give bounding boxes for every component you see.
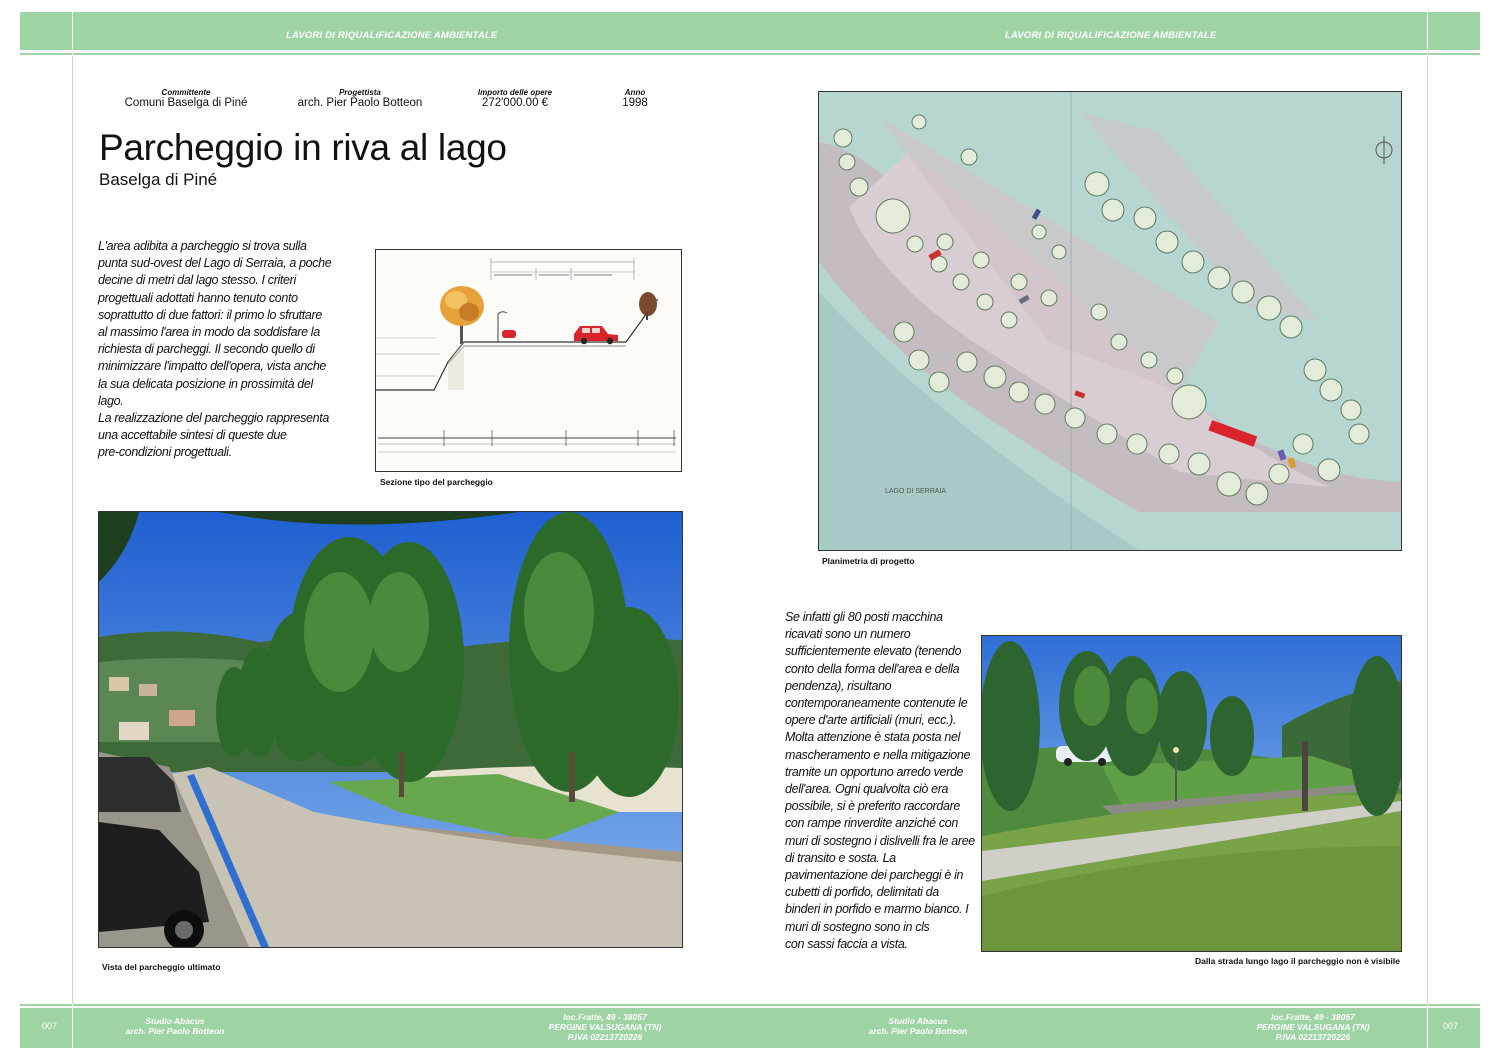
text-line: pendenza), risultano <box>785 678 892 693</box>
footer-studio-architect: arch. Pier Paolo Botteon <box>868 1026 968 1036</box>
text-line: lago. <box>98 393 124 408</box>
text-line: punta sud-ovest del Lago di Serraia, a poche <box>98 256 332 271</box>
meta-client <box>110 88 262 110</box>
meta-year <box>600 88 670 110</box>
text-line: di transito e sosta. La <box>785 850 896 865</box>
page-guide-right <box>1427 56 1428 1004</box>
text-line: minimizzare l'impatto dell'opera, vista anche <box>98 359 327 374</box>
photo-parking-finished <box>98 511 683 948</box>
text-line: muri di sostegno sono in cls <box>785 919 930 934</box>
text-line: pavimentazione dei parcheggi è in <box>785 868 964 883</box>
text-line: decine di metri dal lago stesso. I criteri <box>98 273 296 288</box>
text-line: contemporaneamente contenute le <box>785 696 968 711</box>
section-drawing <box>375 249 682 472</box>
page-number-left: 007 <box>42 1021 58 1031</box>
text-line: una accettabile sintesi di queste due <box>98 428 287 443</box>
page-subtitle: Baselga di Piné <box>99 170 218 189</box>
page-guide-left <box>72 56 73 1004</box>
footer-studio-name: Studio Abacus <box>145 1016 205 1026</box>
meta-cost-value: 272'000.00 € <box>481 97 549 109</box>
text-line: al massimo l'area in modo da soddisfare la <box>98 325 320 340</box>
text-line: tramite un opportuno arredo verde <box>785 764 964 779</box>
header-rule <box>20 53 1480 55</box>
text-line: ricavati sono un numero <box>785 627 911 642</box>
left-paragraph <box>98 238 343 462</box>
photo-right-caption: Dalla strada lungo lago il parcheggio non è visibile <box>1195 956 1400 966</box>
text-line: conto della forma dell'area e della <box>785 661 960 676</box>
meta-client-label: Committente <box>161 88 211 97</box>
text-line: opere d'arte artificiali (muri, ecc.). <box>785 713 957 728</box>
meta-year-label: Anno <box>624 88 646 97</box>
text-line: muri di sostegno i dislivelli fra le aree <box>785 833 975 848</box>
text-line: Molta attenzione è stata posta nel <box>785 730 961 745</box>
footer-address-street: loc.Fratte, 49 - 38057 <box>563 1012 647 1022</box>
footer-address-left <box>520 1012 690 1042</box>
footer-address-vat: P.IVA 02213720226 <box>1275 1032 1351 1042</box>
footer-studio-left <box>100 1016 250 1036</box>
page-number-right: 007 <box>1443 1021 1459 1031</box>
header-title-right: LAVORI DI RIQUALIFICAZIONE AMBIENTALE <box>1005 30 1217 41</box>
meta-cost-label: Importo delle opere <box>477 88 553 97</box>
footer-address-street: loc.Fratte, 49 - 38057 <box>1271 1012 1355 1022</box>
meta-designer-value: arch. Pier Paolo Botteon <box>297 97 423 109</box>
page-title: Parcheggio in riva al lago <box>99 127 507 168</box>
text-line: con sassi faccia a vista. <box>785 936 908 951</box>
footer-divider-right <box>1427 1004 1428 1048</box>
text-line: cubetti di porfido, delimitati da <box>785 885 939 900</box>
header-divider-left <box>72 12 73 56</box>
text-line: possibile, si è preferito raccordare <box>785 799 960 814</box>
text-line: dell'area. Ogni qualvolta ciò era <box>785 782 949 797</box>
footer-studio-architect: arch. Pier Paolo Botteon <box>125 1026 225 1036</box>
text-line: sufficientemente elevato (tenendo <box>785 644 962 659</box>
header-title-left: LAVORI DI RIQUALIFICAZIONE AMBIENTALE <box>286 30 498 41</box>
plan-lake-label: LAGO DI SERRAIA <box>885 488 947 495</box>
photo-lakeside-road <box>981 635 1402 952</box>
text-line: la sua delicata posizione in prossimità del <box>98 376 313 391</box>
text-line: La realizzazione del parcheggio rappresenta <box>98 411 329 426</box>
text-line: soprattutto di due fattori: il primo lo sfruttare <box>98 307 322 322</box>
meta-designer <box>284 88 436 110</box>
footer-rule <box>20 1004 1480 1006</box>
text-line: progettuali adottati hanno tenuto conto <box>98 290 298 305</box>
photo-left-caption: Vista del parcheggio ultimato <box>102 962 221 972</box>
footer-address-city: PERGINE VALSUGANA (TN) <box>1256 1022 1370 1032</box>
header-divider-right <box>1427 12 1428 56</box>
meta-client-value: Comuni Baselga di Piné <box>124 97 248 109</box>
meta-year-value: 1998 <box>622 97 648 109</box>
text-line: con rampe rinverdite anziché con <box>785 816 958 831</box>
text-line: binderi in porfido e marmo bianco. I <box>785 902 969 917</box>
plan-caption: Planimetria di progetto <box>822 556 915 566</box>
text-line: richiesta di parcheggi. Il secondo quello di <box>98 342 315 357</box>
footer-address-vat: P.IVA 02213720226 <box>567 1032 643 1042</box>
section-caption: Sezione tipo del parcheggio <box>380 477 493 487</box>
footer-studio-right <box>843 1016 993 1036</box>
text-line: L'area adibita a parcheggio si trova sulla <box>98 239 307 253</box>
footer-address-right <box>1228 1012 1398 1042</box>
text-line: Se infatti gli 80 posti macchina <box>785 610 943 624</box>
meta-designer-label: Progettista <box>339 88 381 97</box>
footer-divider-left <box>72 1004 73 1048</box>
meta-cost <box>456 88 574 110</box>
header-band <box>20 12 1480 50</box>
footer-address-city: PERGINE VALSUGANA (TN) <box>548 1022 662 1032</box>
text-line: mascheramento e nella mitigazione <box>785 747 971 762</box>
site-plan-drawing <box>818 91 1402 551</box>
right-paragraph <box>785 609 983 953</box>
footer-studio-name: Studio Abacus <box>888 1016 948 1026</box>
text-line: pre-condizioni progettuali. <box>98 445 232 460</box>
